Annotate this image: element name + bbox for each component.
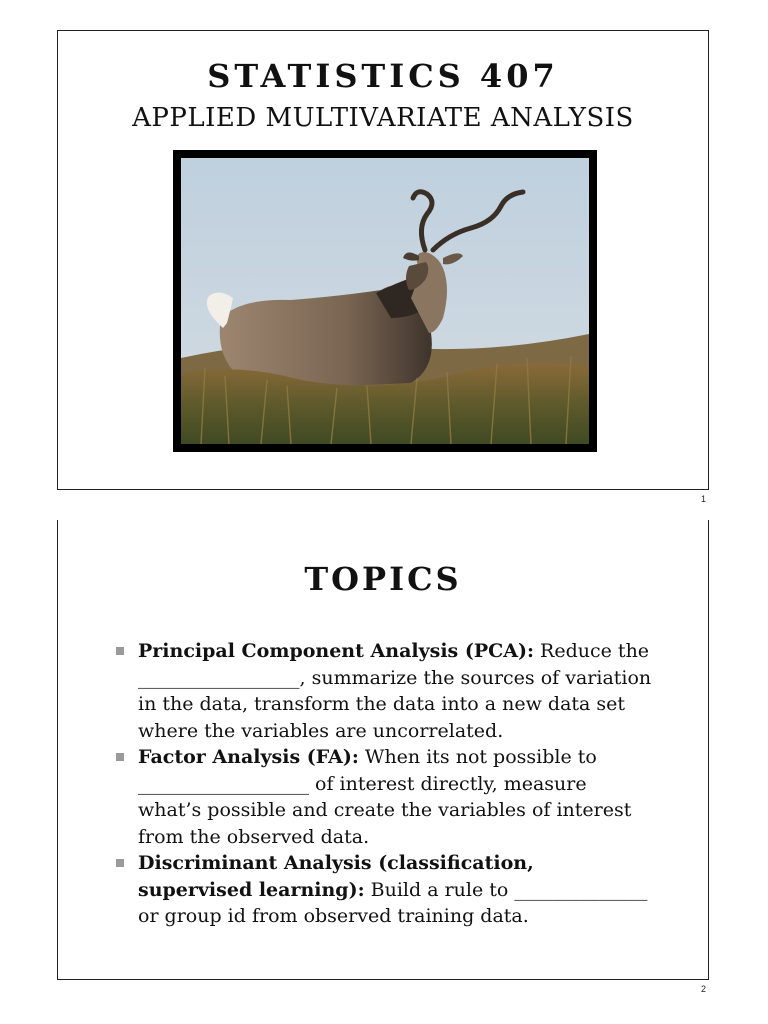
topics-title: TOPICS [304, 560, 462, 598]
topic-description: Build a rule to ______________ or group id from observed training data. [138, 878, 648, 927]
topic-description: Reduce the _________________, summarize the sources of variation in the data, transform the data into a new data set where the variables are uncorrelated. [138, 640, 652, 742]
kudu-illustration [181, 158, 589, 444]
topic-description: When its not possible to __________________ of interest directly, measure what’s possible and create the variables of interest from the observed data. [138, 746, 632, 848]
slide-1 [57, 30, 709, 490]
list-item [114, 850, 654, 930]
square-bullet-icon [116, 859, 124, 867]
course-subtitle: APPLIED MULTIVARIATE ANALYSIS [132, 103, 634, 133]
topic-term: Factor Analysis (FA): [138, 746, 359, 768]
topic-term: Principal Component Analysis (PCA): [138, 640, 535, 662]
list-item [114, 744, 654, 850]
page-number-2: 2 [700, 984, 706, 994]
slide-2 [57, 520, 709, 980]
topic-term: Discriminant Analysis (classification, supervised learning): [138, 852, 534, 901]
square-bullet-icon [116, 647, 124, 655]
list-item [114, 638, 654, 744]
kudu-photo [173, 150, 597, 452]
course-title: STATISTICS 407 [207, 57, 559, 95]
page-number-1: 1 [700, 494, 706, 504]
topics-list [114, 638, 654, 930]
square-bullet-icon [116, 753, 124, 761]
